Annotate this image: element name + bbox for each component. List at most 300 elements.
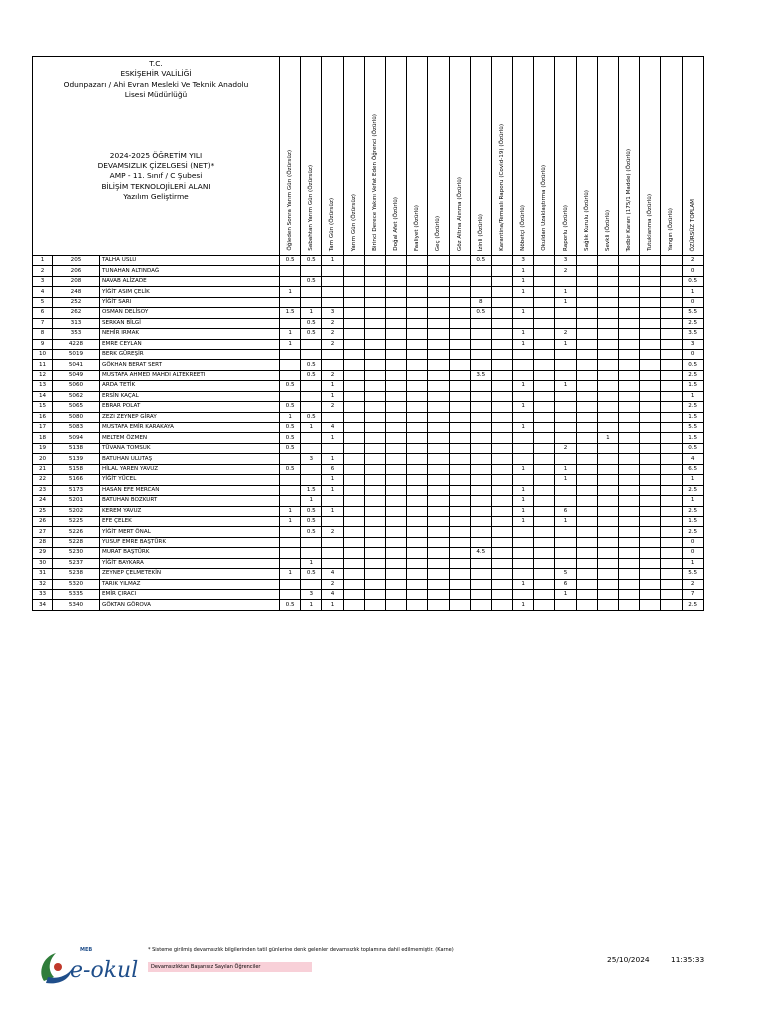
attendance-cell — [491, 297, 512, 307]
attendance-cell — [364, 516, 385, 526]
attendance-cell — [576, 360, 597, 370]
attendance-cell — [534, 297, 555, 307]
attendance-cell: 0 — [682, 548, 703, 558]
attendance-cell — [491, 423, 512, 433]
attendance-cell — [385, 485, 406, 495]
attendance-cell — [661, 318, 682, 328]
table-row — [33, 423, 704, 433]
attendance-cell — [534, 506, 555, 516]
attendance-cell — [576, 349, 597, 359]
attendance-cell — [280, 297, 301, 307]
attendance-cell — [534, 475, 555, 485]
attendance-cell — [640, 256, 661, 266]
student-name: BATUHAN BOZKURT — [100, 496, 280, 506]
attendance-cell — [385, 402, 406, 412]
attendance-cell — [619, 318, 640, 328]
attendance-cell — [619, 423, 640, 433]
column-header-label: Yarım Gün (Özürsüz) — [350, 193, 357, 251]
attendance-cell — [407, 308, 428, 318]
attendance-cell — [301, 297, 322, 307]
attendance-cell — [619, 569, 640, 579]
attendance-cell — [364, 579, 385, 589]
attendance-cell: 2 — [322, 329, 343, 339]
attendance-cell — [322, 276, 343, 286]
attendance-cell — [407, 485, 428, 495]
attendance-cell — [364, 329, 385, 339]
attendance-cell: 0.5 — [280, 423, 301, 433]
attendance-cell — [470, 590, 491, 600]
attendance-cell — [576, 569, 597, 579]
attendance-cell — [576, 579, 597, 589]
attendance-cell: 1 — [682, 496, 703, 506]
attendance-cell — [513, 391, 534, 401]
student-name: TARIK YILMAZ — [100, 579, 280, 589]
row-index: 18 — [33, 433, 53, 443]
attendance-cell: 1 — [322, 391, 343, 401]
attendance-cell — [619, 308, 640, 318]
table-row — [33, 349, 704, 359]
attendance-cell — [343, 266, 364, 276]
attendance-cell — [385, 391, 406, 401]
attendance-cell: 1 — [682, 287, 703, 297]
student-name: EFE ÇELEK — [100, 516, 280, 526]
attendance-cell — [661, 339, 682, 349]
attendance-cell — [597, 360, 618, 370]
attendance-cell — [619, 600, 640, 610]
attendance-cell — [640, 266, 661, 276]
table-row — [33, 287, 704, 297]
column-header-label: Nöbetçi (Özürlü) — [520, 205, 527, 251]
attendance-cell: 1 — [513, 579, 534, 589]
attendance-cell — [619, 402, 640, 412]
attendance-cell — [385, 381, 406, 391]
attendance-cell — [661, 527, 682, 537]
attendance-cell: 0.5 — [301, 506, 322, 516]
attendance-cell — [343, 318, 364, 328]
attendance-cell — [491, 402, 512, 412]
attendance-cell — [661, 412, 682, 422]
row-index: 2 — [33, 266, 53, 276]
attendance-cell — [576, 516, 597, 526]
row-index: 8 — [33, 329, 53, 339]
row-index: 28 — [33, 537, 53, 547]
attendance-cell — [597, 266, 618, 276]
column-header — [597, 57, 618, 256]
attendance-cell — [280, 527, 301, 537]
attendance-cell — [470, 391, 491, 401]
attendance-cell — [576, 433, 597, 443]
attendance-cell — [619, 506, 640, 516]
attendance-cell — [470, 423, 491, 433]
table-row — [33, 318, 704, 328]
attendance-cell — [640, 381, 661, 391]
attendance-cell — [280, 537, 301, 547]
attendance-cell — [576, 590, 597, 600]
row-index: 32 — [33, 579, 53, 589]
attendance-cell — [385, 308, 406, 318]
attendance-cell: 3 — [301, 590, 322, 600]
attendance-cell — [640, 496, 661, 506]
attendance-cell — [619, 475, 640, 485]
attendance-cell: 1 — [597, 433, 618, 443]
attendance-cell: 1 — [513, 339, 534, 349]
attendance-cell — [576, 318, 597, 328]
attendance-cell: 0.5 — [301, 256, 322, 266]
attendance-cell — [640, 527, 661, 537]
student-name: TÜVANA TOMSUK — [100, 443, 280, 453]
student-name: OSMAN DELİSOY — [100, 308, 280, 318]
attendance-cell — [619, 412, 640, 422]
attendance-cell — [428, 569, 449, 579]
student-number: 5158 — [53, 464, 100, 474]
attendance-cell: 0.5 — [470, 256, 491, 266]
attendance-cell: 2.5 — [682, 485, 703, 495]
attendance-cell — [364, 506, 385, 516]
attendance-cell — [449, 318, 470, 328]
attendance-cell — [407, 276, 428, 286]
attendance-cell — [534, 339, 555, 349]
attendance-cell: 2 — [322, 339, 343, 349]
attendance-cell — [491, 391, 512, 401]
attendance-cell — [449, 485, 470, 495]
attendance-cell — [470, 339, 491, 349]
attendance-cell — [449, 579, 470, 589]
attendance-cell — [364, 475, 385, 485]
attendance-cell: 0.5 — [682, 276, 703, 286]
attendance-cell — [597, 516, 618, 526]
attendance-cell — [640, 412, 661, 422]
attendance-cell — [597, 558, 618, 568]
attendance-cell — [555, 402, 576, 412]
attendance-cell — [385, 339, 406, 349]
attendance-cell: 1 — [280, 412, 301, 422]
attendance-cell — [470, 276, 491, 286]
student-number: 5230 — [53, 548, 100, 558]
attendance-cell: 8 — [470, 297, 491, 307]
attendance-cell — [470, 558, 491, 568]
attendance-cell — [428, 454, 449, 464]
attendance-cell — [576, 423, 597, 433]
attendance-cell — [513, 537, 534, 547]
attendance-cell — [640, 569, 661, 579]
attendance-cell: 2 — [555, 329, 576, 339]
attendance-cell — [534, 579, 555, 589]
attendance-cell — [280, 266, 301, 276]
attendance-cell — [597, 527, 618, 537]
attendance-cell — [640, 506, 661, 516]
attendance-cell: 1 — [513, 381, 534, 391]
attendance-cell — [343, 339, 364, 349]
attendance-cell — [301, 402, 322, 412]
attendance-cell: 1 — [301, 558, 322, 568]
student-number: 248 — [53, 287, 100, 297]
table-row — [33, 308, 704, 318]
student-name: MELTEM ÖZMEN — [100, 433, 280, 443]
attendance-cell — [640, 443, 661, 453]
attendance-cell — [491, 308, 512, 318]
attendance-cell — [407, 527, 428, 537]
attendance-cell — [364, 433, 385, 443]
attendance-cell — [597, 318, 618, 328]
attendance-cell: 1.5 — [682, 381, 703, 391]
attendance-cell — [385, 266, 406, 276]
attendance-cell — [534, 276, 555, 286]
attendance-cell — [449, 537, 470, 547]
attendance-cell — [343, 349, 364, 359]
attendance-cell: 1 — [280, 569, 301, 579]
attendance-cell — [301, 349, 322, 359]
row-index: 24 — [33, 496, 53, 506]
attendance-cell — [322, 412, 343, 422]
attendance-cell — [534, 496, 555, 506]
attendance-cell: 1 — [513, 485, 534, 495]
attendance-cell — [491, 318, 512, 328]
attendance-cell — [385, 276, 406, 286]
attendance-cell: 1 — [555, 590, 576, 600]
attendance-cell — [597, 423, 618, 433]
attendance-cell — [364, 370, 385, 380]
attendance-cell — [449, 506, 470, 516]
attendance-cell — [597, 287, 618, 297]
attendance-cell — [428, 590, 449, 600]
student-name: ERSİN KAÇAL — [100, 391, 280, 401]
column-header — [385, 57, 406, 256]
attendance-cell — [491, 558, 512, 568]
attendance-cell — [640, 454, 661, 464]
attendance-cell — [576, 381, 597, 391]
attendance-cell — [428, 308, 449, 318]
attendance-cell — [364, 287, 385, 297]
attendance-cell — [513, 433, 534, 443]
attendance-cell — [470, 266, 491, 276]
attendance-cell — [407, 402, 428, 412]
attendance-cell — [534, 370, 555, 380]
attendance-cell — [619, 516, 640, 526]
attendance-cell — [428, 266, 449, 276]
attendance-cell: 1 — [555, 516, 576, 526]
attendance-cell — [364, 527, 385, 537]
attendance-cell: 0.5 — [301, 527, 322, 537]
attendance-cell — [576, 475, 597, 485]
attendance-cell — [428, 370, 449, 380]
attendance-cell — [449, 370, 470, 380]
attendance-cell — [407, 516, 428, 526]
student-name: YİĞİT BAYKARA — [100, 558, 280, 568]
attendance-cell — [428, 516, 449, 526]
student-number: 5019 — [53, 349, 100, 359]
attendance-cell — [449, 496, 470, 506]
attendance-cell — [385, 496, 406, 506]
attendance-cell — [661, 579, 682, 589]
attendance-cell — [661, 256, 682, 266]
attendance-cell: 0.5 — [470, 308, 491, 318]
attendance-cell — [449, 349, 470, 359]
attendance-cell: 1 — [280, 516, 301, 526]
attendance-cell — [385, 590, 406, 600]
attendance-cell: 6 — [322, 464, 343, 474]
attendance-cell — [640, 402, 661, 412]
attendance-cell — [640, 475, 661, 485]
attendance-cell — [597, 308, 618, 318]
attendance-cell — [449, 443, 470, 453]
row-index: 9 — [33, 339, 53, 349]
attendance-cell: 2.5 — [682, 318, 703, 328]
attendance-cell: 0.5 — [280, 600, 301, 610]
attendance-cell — [343, 454, 364, 464]
attendance-cell — [661, 506, 682, 516]
attendance-cell — [555, 537, 576, 547]
attendance-cell — [428, 506, 449, 516]
attendance-cell — [428, 402, 449, 412]
attendance-cell — [364, 349, 385, 359]
student-number: 313 — [53, 318, 100, 328]
attendance-cell: 1 — [513, 496, 534, 506]
attendance-cell — [640, 339, 661, 349]
row-index: 11 — [33, 360, 53, 370]
attendance-cell — [555, 391, 576, 401]
attendance-cell: 1 — [555, 287, 576, 297]
table-row — [33, 276, 704, 286]
print-date: 25/10/2024 — [607, 955, 650, 964]
attendance-cell — [491, 339, 512, 349]
attendance-cell: 3 — [555, 256, 576, 266]
attendance-cell — [534, 318, 555, 328]
attendance-cell — [364, 558, 385, 568]
attendance-cell — [364, 412, 385, 422]
attendance-cell — [555, 349, 576, 359]
attendance-cell — [619, 558, 640, 568]
attendance-cell — [619, 464, 640, 474]
attendance-cell — [597, 548, 618, 558]
attendance-cell — [301, 537, 322, 547]
attendance-cell: 1 — [513, 276, 534, 286]
attendance-cell: 2 — [555, 266, 576, 276]
attendance-cell — [513, 443, 534, 453]
attendance-cell — [470, 579, 491, 589]
attendance-cell — [534, 537, 555, 547]
table-row — [33, 412, 704, 422]
attendance-cell — [407, 339, 428, 349]
student-name: EBRAR POLAT — [100, 402, 280, 412]
attendance-cell — [534, 464, 555, 474]
column-header-label: Geç (Özürlü) — [435, 215, 442, 251]
attendance-cell — [534, 360, 555, 370]
attendance-cell — [491, 590, 512, 600]
attendance-cell — [364, 402, 385, 412]
attendance-cell — [407, 569, 428, 579]
row-index: 33 — [33, 590, 53, 600]
attendance-cell — [534, 423, 555, 433]
attendance-cell — [385, 537, 406, 547]
attendance-cell — [491, 381, 512, 391]
header-subline: 2024-2025 ÖĞRETİM YILI — [109, 150, 203, 160]
student-name: KEREM YAVUZ — [100, 506, 280, 516]
attendance-cell — [449, 381, 470, 391]
attendance-cell — [661, 391, 682, 401]
attendance-cell — [576, 537, 597, 547]
attendance-cell — [470, 527, 491, 537]
attendance-cell: 1 — [322, 256, 343, 266]
attendance-cell — [343, 443, 364, 453]
attendance-cell — [449, 516, 470, 526]
attendance-cell — [576, 527, 597, 537]
attendance-cell — [428, 297, 449, 307]
attendance-cell — [491, 454, 512, 464]
attendance-cell — [619, 360, 640, 370]
attendance-cell — [343, 475, 364, 485]
attendance-cell — [640, 391, 661, 401]
attendance-cell — [470, 412, 491, 422]
table-row — [33, 339, 704, 349]
attendance-cell — [364, 548, 385, 558]
attendance-cell — [661, 266, 682, 276]
attendance-cell — [322, 558, 343, 568]
attendance-cell: 1 — [682, 558, 703, 568]
student-number: 5237 — [53, 558, 100, 568]
column-header-label: Göz Altına Alınma (Özürlü) — [456, 176, 463, 251]
attendance-cell — [576, 287, 597, 297]
attendance-cell: 0.5 — [280, 381, 301, 391]
attendance-cell — [343, 548, 364, 558]
table-row — [33, 360, 704, 370]
attendance-cell — [597, 391, 618, 401]
print-time: 11:35:33 — [671, 955, 705, 964]
student-number: 5062 — [53, 391, 100, 401]
attendance-cell: 7 — [682, 590, 703, 600]
column-header — [555, 57, 576, 256]
attendance-cell — [555, 496, 576, 506]
attendance-cell: 1 — [513, 423, 534, 433]
table-row — [33, 579, 704, 589]
attendance-cell — [280, 454, 301, 464]
student-name: MUSTAFA AHMED MAHDI ALTEKREETI — [100, 370, 280, 380]
attendance-cell: 1.5 — [682, 433, 703, 443]
attendance-cell: 1 — [280, 287, 301, 297]
attendance-cell: 0 — [682, 537, 703, 547]
student-name: MUSTAFA EMİR KARAKAYA — [100, 423, 280, 433]
student-number: 5226 — [53, 527, 100, 537]
student-name: YİĞİT SARI — [100, 297, 280, 307]
column-header-label: Karantina/Temaslı Raporu (Covid-19) (Özürlü) — [498, 124, 505, 251]
attendance-cell — [343, 360, 364, 370]
attendance-cell — [364, 590, 385, 600]
student-number: 252 — [53, 297, 100, 307]
student-name: MURAT BAŞTÜRK — [100, 548, 280, 558]
attendance-cell — [470, 600, 491, 610]
attendance-cell — [385, 329, 406, 339]
attendance-cell — [576, 485, 597, 495]
attendance-cell — [280, 318, 301, 328]
header-line: ESKİŞEHİR VALİLİĞİ — [120, 69, 192, 79]
attendance-cell — [322, 266, 343, 276]
attendance-cell — [576, 443, 597, 453]
attendance-cell: 1 — [301, 600, 322, 610]
attendance-cell — [280, 485, 301, 495]
attendance-cell — [661, 537, 682, 547]
header-subline: BİLİŞİM TEKNOLOJİLERİ ALANI — [101, 181, 211, 191]
student-number: 5049 — [53, 370, 100, 380]
attendance-cell: 1 — [301, 308, 322, 318]
attendance-cell — [343, 391, 364, 401]
attendance-cell — [385, 527, 406, 537]
attendance-cell — [407, 360, 428, 370]
attendance-cell — [428, 423, 449, 433]
attendance-cell — [449, 412, 470, 422]
student-name: GÖKHAN BERAT SERT — [100, 360, 280, 370]
attendance-cell — [449, 558, 470, 568]
attendance-cell — [534, 443, 555, 453]
column-header — [322, 57, 343, 256]
